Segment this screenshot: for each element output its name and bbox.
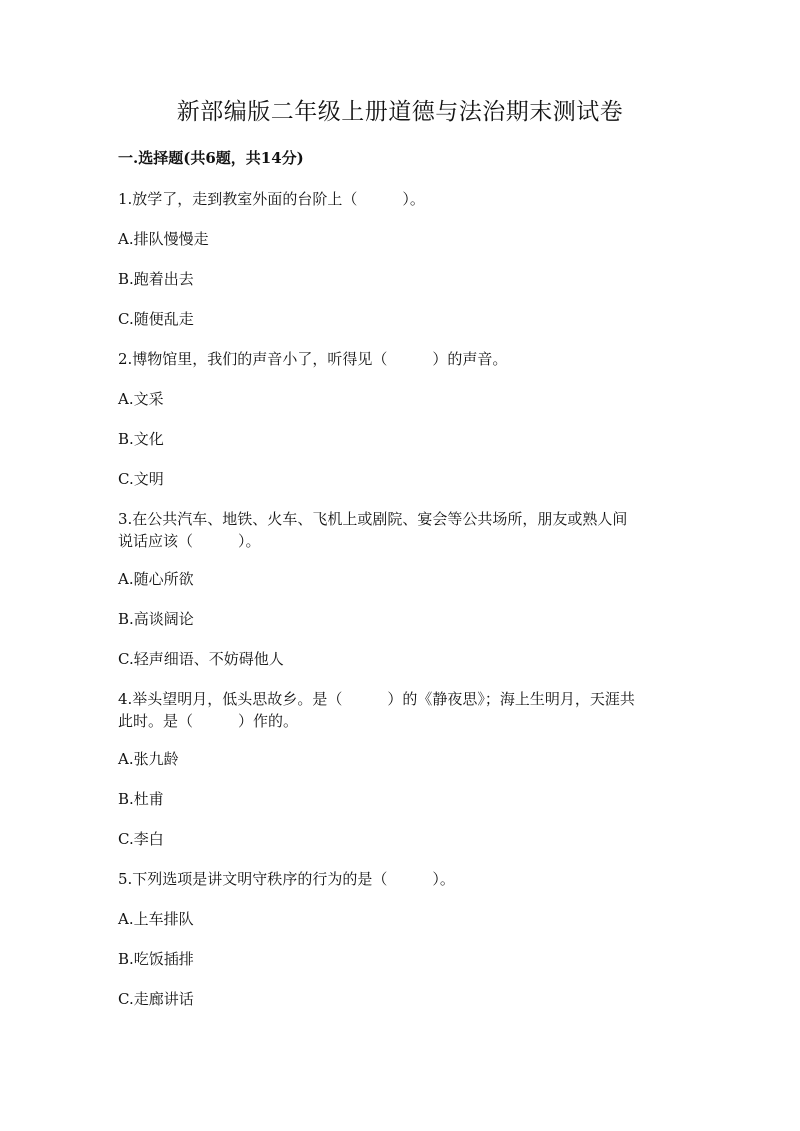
question-2-stem: 2.博物馆里，我们的声音小了，听得见（ ）的声音。 [118,350,508,368]
question-3-stem-line-2: 说话应该（ ）。 [118,532,261,550]
question-1-option-c: C.随便乱走 [118,310,194,328]
question-4-stem-line-1: 4.举头望明月，低头思故乡。是（ ）的《静夜思》；海上生明月，天涯共 [118,690,635,708]
question-5-option-a: A.上车排队 [118,910,194,928]
page-title: 新部编版二年级上册道德与法治期末测试卷 [176,99,624,125]
question-2-option-b: B.文化 [118,430,164,448]
question-3-stem-line-1: 3.在公共汽车、地铁、火车、飞机上或剧院、宴会等公共场所，朋友或熟人间 [118,510,628,528]
question-3-option-a: A.随心所欲 [118,570,194,588]
question-4-stem-line-2: 此时。是（ ）作的。 [118,712,299,730]
question-5-stem: 5.下列选项是讲文明守秩序的行为的是（ ）。 [118,870,455,888]
question-4-option-c: C.李白 [118,830,164,848]
question-3-option-b: B.高谈阔论 [118,610,194,628]
question-4-option-a: A.张九龄 [118,750,179,768]
question-1-option-b: B.跑着出去 [118,270,194,288]
question-5-option-b: B.吃饭插排 [118,950,194,968]
section-heading: 一.选择题(共6题，共14分) [118,149,304,167]
question-3-option-c: C.轻声细语、不妨碍他人 [118,650,284,668]
question-1-option-a: A.排队慢慢走 [118,230,209,248]
question-1-stem: 1.放学了，走到教室外面的台阶上（ ）。 [118,190,425,208]
question-2-option-a: A.文采 [118,390,164,408]
question-4-option-b: B.杜甫 [118,790,164,808]
question-5-option-c: C.走廊讲话 [118,990,194,1008]
question-2-option-c: C.文明 [118,470,164,488]
